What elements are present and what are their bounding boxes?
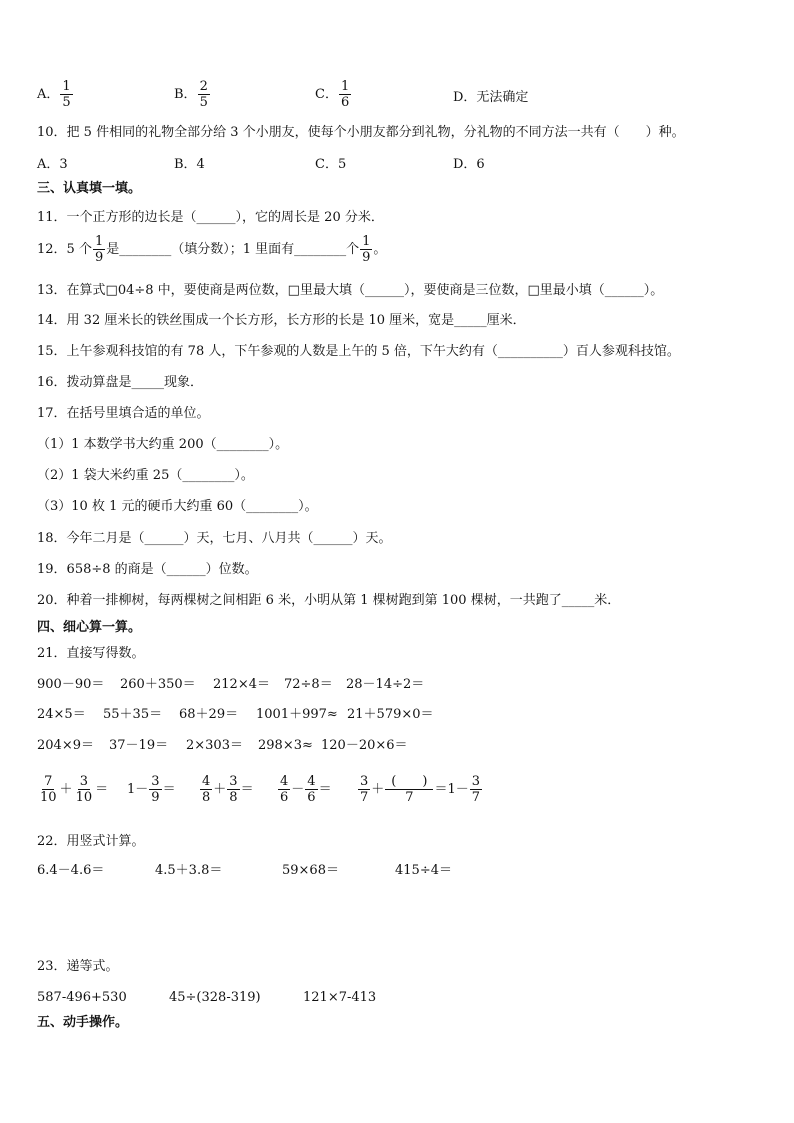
calc-item: 21＋579×0＝: [347, 707, 434, 722]
fraction-expr-2: 1－ $\frac{3}{9}$ ＝: [127, 774, 176, 805]
q18-text: 18．今年二月是（______）天，七月、八月共（______）天。: [37, 531, 392, 546]
fraction-expr-3: $\frac{4}{8}$ ＋ $\frac{3}{8}$ ＝: [202, 774, 254, 805]
q15-text: 15．上午参观科技馆的有 78 人，下午参观的人数是上午的 5 倍，下午大约有（__________）百人参观科技馆。: [37, 344, 680, 359]
q17-text: 17．在括号里填合适的单位。: [37, 406, 210, 421]
calc-item: 900－90＝: [37, 677, 105, 692]
q20-text: 20．种着一排柳树，每两棵树之间相距 6 米，小明从第 1 棵树跑到第 100 棵树，一共跑了_____米．: [37, 593, 621, 608]
q10-option-d: D．6: [453, 157, 485, 172]
q11-text: 11．一个正方形的边长是（______），它的周长是 20 分米．: [37, 210, 384, 225]
q10-text: 10．把 5 件相同的礼物全部分给 3 个小朋友，使每个小朋友都分到礼物，分礼物的不同方法一共有（ ）种。: [37, 125, 685, 140]
fraction-expr-5: $\frac{3}{7}$ ＋ ( ) 7 ＝1－ $\frac{3}{7}$: [360, 774, 481, 805]
calc-item: 298×3≈: [258, 738, 313, 753]
fraction-expr-4: $\frac{4}{6}$ － $\frac{4}{6}$ ＝: [280, 774, 332, 805]
calc-item: 204×9＝: [37, 738, 94, 753]
q9-option-a: A． $\frac{1}{5}$: [37, 79, 71, 110]
calc-item: 55＋35＝: [103, 707, 163, 722]
calc-item: 120－20×6＝: [321, 738, 408, 753]
q13-text: 13．在算式□04÷8 中，要使商是两位数，□里最大填（______），要使商是三位数，□里最小填（______）。: [37, 283, 664, 298]
q19-text: 19．658÷8 的商是（______）位数。: [37, 562, 258, 577]
section-5-heading: 五、动手操作。: [37, 1015, 129, 1030]
vertical-calc-item: 415÷4＝: [395, 863, 452, 878]
fraction-expr-1: $\frac{7}{10}$ ＋ $\frac{3}{10}$ ＝: [40, 774, 109, 805]
calc-item: 37－19＝: [109, 738, 169, 753]
vertical-calc-item: 59×68＝: [282, 863, 339, 878]
q10-option-a: A．3: [37, 157, 68, 172]
q17-item-3: （3）10 枚 1 元的硬币大约重 60（________）。: [37, 499, 318, 514]
vertical-calc-item: 4.5＋3.8＝: [155, 863, 223, 878]
calc-item: 260＋350＝: [120, 677, 196, 692]
q17-item-2: （2）1 袋大米约重 25（________）。: [37, 468, 254, 483]
q23-text: 23．递等式。: [37, 959, 119, 974]
stepwise-calc-item: 121×7-413: [303, 990, 377, 1005]
stepwise-calc-item: 45÷(328-319): [169, 990, 261, 1005]
section-4-heading: 四、细心算一算。: [37, 620, 142, 635]
calc-item: 72÷8＝: [284, 677, 333, 692]
calc-item: 2×303＝: [186, 738, 243, 753]
q17-item-1: （1）1 本数学书大约重 200（________）。: [37, 437, 289, 452]
calc-item: 1001＋997≈: [256, 707, 338, 722]
calc-item: 212×4＝: [213, 677, 270, 692]
q10-option-c: C．5: [315, 157, 347, 172]
q16-text: 16．拨动算盘是_____现象．: [37, 375, 204, 390]
calc-item: 68＋29＝: [179, 707, 239, 722]
q9-option-c: C． $\frac{1}{6}$: [315, 79, 350, 110]
q9-option-b: B． $\frac{2}{5}$: [174, 79, 208, 110]
q14-text: 14．用 32 厘米长的铁丝围成一个长方形，长方形的长是 10 厘米，宽是_____厘米．: [37, 313, 526, 328]
calc-item: 28－14÷2＝: [346, 677, 425, 692]
q21-text: 21．直接写得数。: [37, 646, 145, 661]
stepwise-calc-item: 587-496+530: [37, 990, 127, 1005]
q9-option-d: D．无法确定: [453, 90, 529, 105]
q12-text: 12．5 个 $\frac{1}{9}$ 是________（填分数）；1 里面有________个 $\frac{1}{9}$ 。: [37, 234, 387, 265]
q22-text: 22．用竖式计算。: [37, 834, 145, 849]
calc-item: 24×5＝: [37, 707, 86, 722]
section-3-heading: 三、认真填一填。: [37, 181, 142, 196]
vertical-calc-item: 6.4－4.6＝: [37, 863, 105, 878]
q10-option-b: B．4: [174, 157, 205, 172]
